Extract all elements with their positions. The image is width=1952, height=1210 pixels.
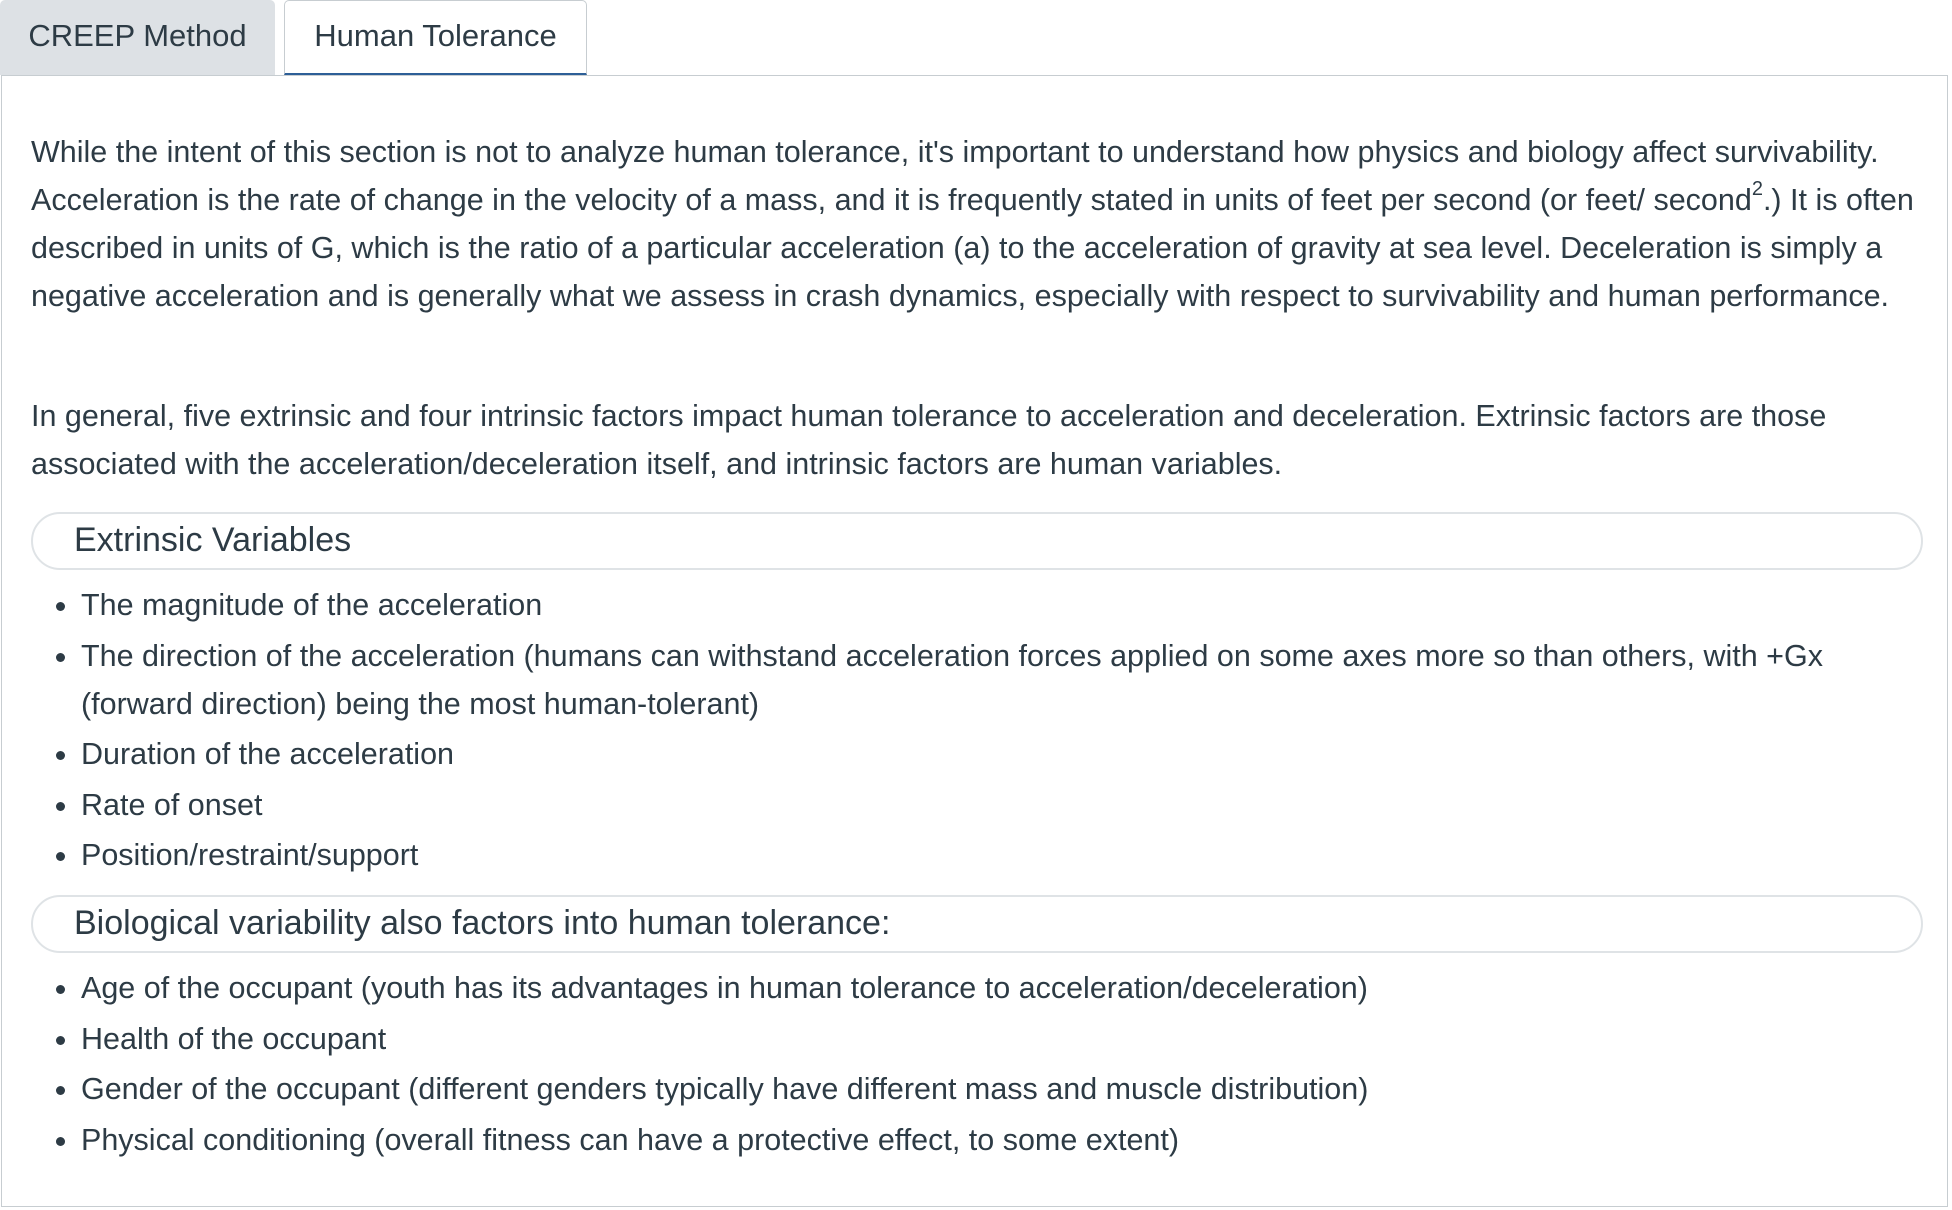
list-item: Gender of the occupant (different genders typically have different mass and muscle distribution): [81, 1065, 1931, 1113]
list-item: Rate of onset: [81, 781, 1931, 829]
list-item: Duration of the acceleration: [81, 730, 1931, 778]
extrinsic-variables-heading: Extrinsic Variables: [31, 512, 1923, 570]
factors-paragraph: In general, five extrinsic and four intrinsic factors impact human tolerance to acceleration and deceleration. Extrinsic factors are those associated with the acceleration/deceleration itself, and intrinsic factors are human variables.: [31, 399, 1827, 481]
tab-bar: [0, 0, 1952, 76]
tab-creep-method[interactable]: CREEP Method: [0, 0, 275, 75]
list-item: Health of the occupant: [81, 1015, 1931, 1063]
tab-human-tolerance[interactable]: Human Tolerance: [284, 0, 587, 75]
superscript-2: 2: [1751, 177, 1763, 200]
extrinsic-variables-list: [31, 581, 1931, 882]
biological-variability-heading: Biological variability also factors into human tolerance:: [31, 895, 1923, 953]
list-item: Physical conditioning (overall fitness can have a protective effect, to some extent): [81, 1116, 1931, 1164]
list-item: Age of the occupant (youth has its advantages in human tolerance to acceleration/deceleration): [81, 964, 1931, 1012]
list-item: Position/restraint/support: [81, 831, 1931, 879]
intro-paragraph-text-b: .) It is often described in units of G, which is the ratio of a particular acceleration (a) to the acceleration of gravity at sea level. Deceleration is simply a negative acceleration and is generally what we assess in crash dynamics, especially with respect to survivability and human performance.: [31, 183, 1914, 313]
intro-paragraph: [31, 128, 1931, 320]
list-item: The magnitude of the acceleration: [81, 581, 1931, 629]
intro-paragraph-text-a: While the intent of this section is not to analyze human tolerance, it's important to understand how physics and biology affect survivability. Acceleration is the rate of change in the velocity of a mass, and it is frequently stated in units of feet per second (or feet/ second: [31, 135, 1879, 217]
biological-variability-list: [31, 964, 1931, 1166]
list-item: The direction of the acceleration (humans can withstand acceleration forces applied on some axes more so than others, with +Gx (forward direction) being the most human-tolerant): [81, 632, 1931, 728]
tab-panel-human-tolerance: [1, 75, 1948, 1207]
